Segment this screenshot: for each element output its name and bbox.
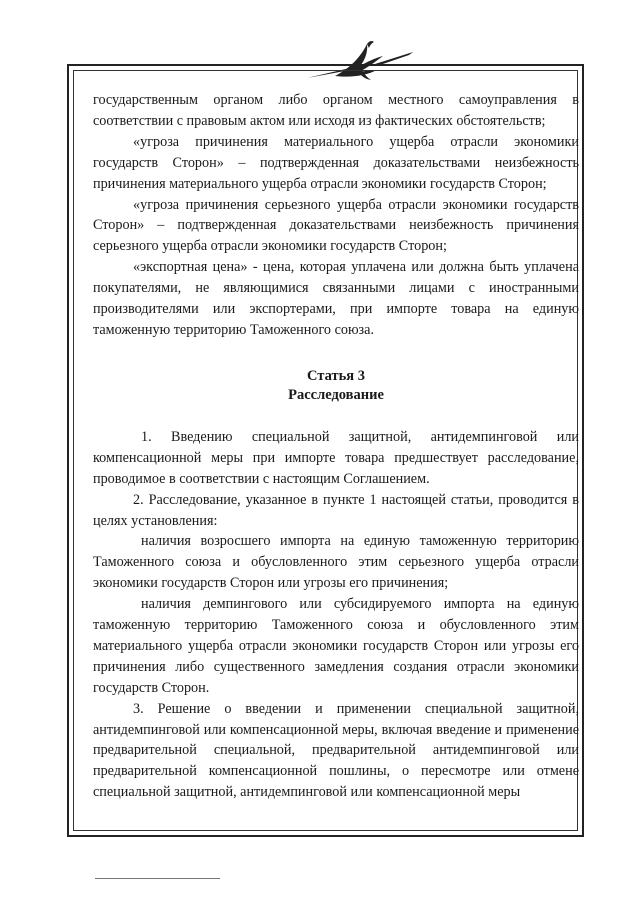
footnote-line (95, 878, 220, 879)
clause-1: 1. Введению специальной защитной, антидемпинговой или компенсационной меры при импорте товара предшествует расследование, проводимое в соответствии с настоящим Соглашением. (93, 428, 579, 487)
definition-serious-damage-threat: «угроза причинения серьезного ущерба отрасли экономики государств Сторон» – подтвержденная доказательствами неизбежность причинения серьезного ущерба отрасли экономики государств Сторон; (93, 196, 579, 255)
paragraph-continuation: государственным органом либо органом местного самоуправления в соответствии с правовым актом или исходя из фактических обстоятельств; (93, 92, 579, 129)
article-number: Статья 3 (307, 367, 365, 384)
definition-material-damage-threat: «угроза причинения материального ущерба отрасли экономики государств Сторон» – подтвержденная доказательствами неизбежность причинения материального ущерба отрасли экономики государств Сторон; (93, 133, 579, 192)
article-title: Расследование (288, 386, 384, 403)
clause-2-item-1: наличия возросшего импорта на единую таможенную территорию Таможенного союза и обусловленного этим серьезного ущерба отрасли экономики государств Сторон или угрозы его причинения; (93, 533, 579, 592)
definition-export-price: «экспортная цена» - цена, которая уплачена или должна быть уплачена покупателями, не являющимися связанными лицами с иностранными производителями или экспортерами, при импорте товара на единую таможенную территорию Таможенного союза. (93, 259, 579, 338)
document-body (93, 90, 579, 803)
clause-3: 3. Решение о введении и применении специальной защитной, антидемпинговой или компенсационной меры, включая введение и применение предварительной специальной, предварительной антидемпинговой или предварительной компенсационной пошлины, о пересмотре или отмене специальной защитной, антидемпинговой или компенсационной меры (93, 700, 579, 801)
clause-2: 2. Расследование, указанное в пункте 1 настоящей статьи, проводится в целях установления: (93, 491, 579, 529)
clause-2-item-2: наличия демпингового или субсидируемого импорта на единую таможенную территорию Таможенного союза и обусловленного этим материального ущерба отрасли экономики государств Сторон или угрозы его причинения либо существенного замедления создания отрасли экономики государств Сторон. (93, 596, 579, 696)
